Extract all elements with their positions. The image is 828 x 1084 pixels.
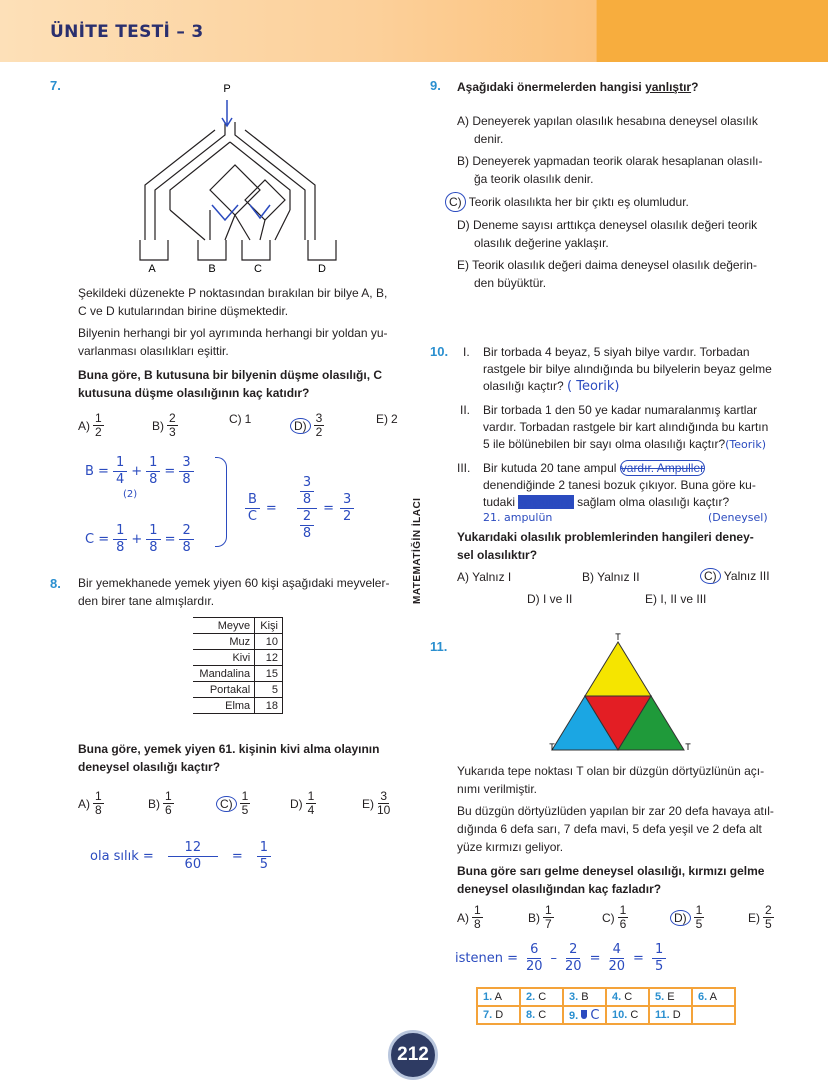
ink-blot — [581, 1010, 587, 1019]
option-d[interactable] — [290, 790, 316, 817]
answer-key — [476, 987, 736, 1025]
option-fraction: $\frac{1}{2}$ — [95, 411, 102, 439]
option-b[interactable] — [152, 412, 178, 439]
option-letter: A) — [457, 910, 469, 925]
statement-iii: III. Bir kutuda 20 tane ampul vardır. Ampuller denendiğinde 2 tanesi bozuk çıkıyor. Buna göre ku- tudaki ampullerin sağlam olma olasılığı kaçtır? 21. ampulün (Deneysel) — [457, 461, 768, 524]
hw-fraction: $\frac{2}{20}$ — [565, 942, 582, 974]
option-fraction: $\frac{1}{6}$ — [619, 903, 627, 931]
hw-text: = — [265, 501, 277, 516]
option-c[interactable] — [229, 412, 251, 426]
option-c[interactable]: C) Yalnız III — [700, 568, 770, 584]
option-c[interactable]: C) Teorik olasılıkta her bir çıktı eş olumludur. — [445, 192, 787, 212]
text-line: Bu düzgün dörtyüzlüden yapılan bir zar 20 defa havaya atıl- — [457, 804, 774, 818]
option-fraction: $\frac{1}{4}$ — [307, 789, 315, 817]
option-value: 2 — [391, 412, 398, 426]
option-letter: E) — [748, 910, 760, 925]
text-line: Bir yemekhanede yemek yiyen 60 kişi aşağıdaki meyveler- — [78, 576, 390, 590]
side-brand-text: MATEMATİĞİN İLACI — [412, 497, 423, 604]
vertex-label: T — [549, 742, 555, 752]
option-fraction: $\frac{1}{8}$ — [474, 903, 481, 931]
diagram-label-a: A — [148, 263, 156, 275]
q11-description — [457, 762, 787, 898]
table-row — [193, 634, 283, 650]
hw-fraction: $\frac{1}{8}$ — [146, 523, 160, 556]
option-a[interactable] — [78, 790, 104, 817]
question-text: Buna göre sarı gelme deneysel olasılığı, kırmızı gelme — [457, 864, 765, 878]
option-d[interactable]: D) Deneme sayısı arttıkça deneysel olasılık değeri teorik olasılık değerine yaklaşır. — [457, 218, 758, 250]
table-header: Kişi — [255, 618, 283, 634]
hw-text: = — [231, 849, 243, 864]
statement-i: I. Bir torbada 4 beyaz, 5 siyah bilye vardır. Torbadan rastgele bir bilye alındığında bu bilyelerin beyaz gelme olasılığı kaçtır? ( Teorik) — [463, 345, 772, 394]
tetrahedron-net — [540, 632, 700, 757]
text-line: Yukarıda tepe noktası T olan bir düzgün dörtyüzlünün açı- — [457, 764, 765, 778]
hw-text: ola sılık = — [90, 849, 154, 864]
hw-text: + — [131, 532, 143, 547]
table-cell: Mandalina — [193, 666, 255, 682]
table-cell: 15 — [255, 666, 283, 682]
question-number: 7. — [50, 78, 61, 93]
question-number: 9. — [430, 78, 441, 93]
option-a[interactable] — [457, 904, 483, 931]
hw-fraction: $\frac{1}{5}$ — [652, 942, 666, 975]
option-e[interactable]: E) Teorik olasılık değeri daima deneysel olasılık değerin- den büyüktür. — [457, 258, 757, 290]
hw-brace — [215, 457, 227, 547]
q10-question — [457, 528, 754, 564]
option-fraction: $\frac{1}{5}$ — [241, 789, 249, 817]
diagram-label-b: B — [208, 263, 216, 275]
hw-fraction: $\frac{2}{8}$ — [179, 523, 193, 556]
diagram-label-d: D — [318, 263, 326, 275]
table-row — [193, 650, 283, 666]
question-number: 8. — [50, 576, 61, 591]
hw-fraction: $\frac{4}{20}$ — [608, 942, 626, 974]
option-letter: C) — [216, 796, 237, 812]
net-face-yellow — [585, 642, 651, 696]
hw-text: C = — [85, 532, 110, 547]
option-e[interactable]: E) I, II ve III — [645, 592, 707, 606]
page-title: ÜNİTE TESTİ – 3 — [50, 22, 204, 42]
option-b[interactable]: B) Deneyerek yapmadan teorik olarak hesaplanan olasılı- ğa teorik olasılık denir. — [457, 154, 763, 186]
option-a[interactable] — [78, 412, 104, 439]
statement-ii: II. Bir torbada 1 den 50 ye kadar numaralanmış kartlar vardır. Torbadan rastgele bir kart alındığında bu kartın 5 ile bölünebilen bir sayı olma olasılığı kaçtır?(Teorik) — [460, 403, 769, 451]
table-cell: 10 — [255, 634, 283, 650]
answer-key-row: 7. D 8. C 9. C 10. C 11. D — [477, 1006, 735, 1024]
handwritten-work-q11 — [455, 942, 666, 975]
hw-text: = — [164, 532, 176, 547]
hw-text: = — [633, 951, 644, 966]
option-letter: B) — [148, 796, 160, 811]
question-text: Yukarıdaki olasılık problemlerinden hangileri deney- — [457, 530, 754, 544]
option-a[interactable]: A) Yalnız I — [457, 570, 512, 584]
table-cell: Elma — [193, 698, 255, 714]
hw-text: = — [323, 501, 335, 516]
question-number: 10. — [430, 344, 449, 359]
option-letter: E) — [362, 796, 374, 811]
hw-fraction: $\frac{B}{C}$ — [245, 492, 260, 525]
hw-note: (2) — [123, 489, 138, 500]
option-letter: B) — [528, 910, 540, 925]
hw-text: B = — [85, 464, 109, 479]
table-cell: Muz — [193, 634, 255, 650]
text-line: dığında 6 defa sarı, 7 defa mavi, 5 defa yeşil ve 2 defa alt — [457, 822, 762, 836]
q10-items — [457, 344, 823, 525]
option-b[interactable] — [528, 904, 554, 931]
text-line: varlanması olasılıkları eşittir. — [78, 344, 229, 358]
q7-description — [78, 284, 408, 402]
table-cell: Portakal — [193, 682, 255, 698]
page-number: 212 — [388, 1030, 438, 1080]
option-letter: A) — [78, 418, 90, 433]
question-text: deneysel olasılığından kaç fazladır? — [457, 882, 662, 896]
option-fraction: $\frac{2}{5}$ — [765, 903, 772, 931]
q9-question: Aşağıdaki önermelerden hangisi yanlıştır? — [457, 80, 699, 94]
marble-path-diagram — [130, 80, 360, 275]
option-letter: B) — [152, 418, 164, 433]
table-cell: Kivi — [193, 650, 255, 666]
question-text: deneysel olasılığı kaçtır? — [78, 760, 221, 774]
option-e[interactable] — [362, 790, 390, 817]
diagram-label-c: C — [254, 263, 262, 275]
hw-fraction: $\frac{3}{8}$ — [179, 455, 193, 488]
text-line: C ve D kutularından birine düşmektedir. — [78, 304, 289, 318]
option-fraction: $\frac{3}{2}$ — [315, 411, 323, 439]
hw-text: = — [589, 951, 601, 966]
hw-note: (Deneysel) — [708, 511, 768, 524]
question-text: Buna göre, yemek yiyen 61. kişinin kivi alma olayının — [78, 742, 380, 756]
option-d[interactable]: D) I ve II — [527, 592, 573, 606]
vertex-label: T — [685, 742, 691, 752]
question-number: 11. — [430, 639, 448, 654]
question-text: sel olasılıktır? — [457, 548, 538, 562]
hw-fraction: $\frac{1}{5}$ — [257, 840, 271, 873]
hw-text: istenen = — [455, 951, 518, 966]
option-b[interactable] — [148, 790, 174, 817]
table-row — [193, 666, 283, 682]
hw-note: (Teorik) — [725, 438, 767, 451]
hw-text: – — [550, 951, 558, 966]
option-fraction: $\frac{1}{8}$ — [95, 789, 102, 817]
text-line: Bilyenin herhangi bir yol ayrımında herhangi bir yoldan yu- — [78, 326, 388, 340]
option-letter: C) — [602, 910, 615, 925]
option-letter: E) — [376, 412, 388, 426]
hw-note: 21. ampulün — [483, 511, 553, 524]
diagram-label-p: P — [223, 83, 231, 95]
q9-options — [449, 112, 787, 292]
fruit-table — [193, 617, 283, 714]
q8-question — [78, 740, 379, 776]
question-text: kutusuna düşme olasılığının kaç katıdır? — [78, 386, 310, 400]
table-cell: 5 — [255, 682, 283, 698]
hw-note: ( Teorik) — [567, 379, 620, 394]
option-d[interactable] — [290, 412, 324, 439]
table-cell: 12 — [255, 650, 283, 666]
text-line: den birer tane almışlardır. — [78, 594, 215, 608]
q8-description — [78, 574, 389, 610]
option-e[interactable] — [748, 904, 774, 931]
option-d[interactable] — [670, 904, 704, 931]
table-row — [193, 682, 283, 698]
hw-fraction: $\frac{1}{8}$ — [113, 523, 127, 556]
hw-text: + — [131, 464, 143, 479]
vertex-label: T — [615, 632, 621, 642]
option-fraction: $\frac{3}{10}$ — [377, 789, 391, 817]
text-line: Şekildeki düzenekte P noktasından bırakılan bir bilye A, B, — [78, 286, 388, 300]
option-fraction: $\frac{2}{3}$ — [169, 411, 176, 439]
text-line: yüze kırmızı geliyor. — [457, 840, 564, 854]
option-letter: C) — [229, 412, 242, 426]
hw-fraction: $\frac{6}{20}$ — [525, 942, 543, 974]
handwritten-work-q8 — [90, 840, 271, 873]
table-row — [193, 698, 283, 714]
option-letter: D) — [670, 910, 691, 926]
hw-fraction: $\frac{1}{4}$ — [113, 455, 127, 488]
text-line: nımı verilmiştir. — [457, 782, 538, 796]
hw-text: = — [164, 464, 176, 479]
answer-key-row: 1. A 2. C 3. B 4. C 5. E 6. A — [477, 988, 735, 1006]
option-value: 1 — [244, 412, 252, 426]
option-letter: D) — [290, 418, 311, 434]
option-letter: A) — [78, 796, 90, 811]
hw-fraction: $\frac{12}{60}$ — [168, 840, 218, 873]
option-c[interactable] — [602, 904, 628, 931]
option-b[interactable]: B) Yalnız II — [582, 570, 640, 584]
option-c[interactable] — [216, 790, 250, 817]
option-a[interactable]: A) Deneyerek yapılan olasılık hesabına deneysel olasılık denir. — [457, 114, 758, 146]
option-e[interactable] — [376, 412, 398, 426]
option-letter: D) — [290, 796, 303, 811]
hw-fraction: $\frac{1}{8}$ — [146, 455, 160, 488]
question-text: Buna göre, B kutusuna bir bilyenin düşme olasılığı, C — [78, 368, 383, 382]
table-header: Meyve — [193, 618, 255, 634]
hw-fraction: $\frac{3}{2}$ — [340, 492, 354, 525]
table-cell: 18 — [255, 698, 283, 714]
hw-compound-fraction: $\frac{3}{8}$ 2 8 — [297, 475, 317, 542]
option-fraction: $\frac{1}{5}$ — [695, 903, 703, 931]
option-fraction: $\frac{1}{7}$ — [545, 903, 552, 931]
option-fraction: $\frac{1}{6}$ — [165, 789, 172, 817]
